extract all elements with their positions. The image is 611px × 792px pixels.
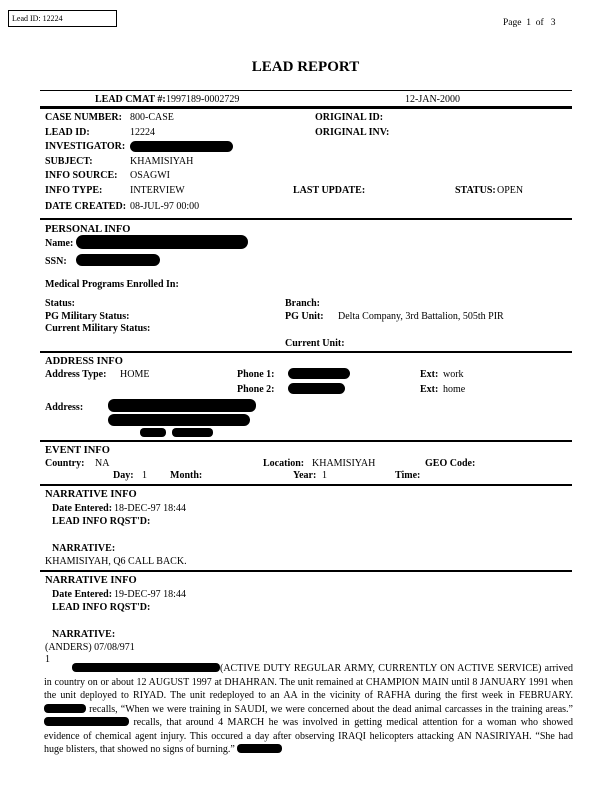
status-label: STATUS: <box>455 185 496 196</box>
country-value: NA <box>95 458 110 469</box>
military-status-label: Status: <box>45 298 76 309</box>
ssn-label: SSN: <box>45 256 67 267</box>
section-divider <box>40 218 572 220</box>
lead-id-label: LEAD ID: <box>45 127 90 138</box>
cmat-date: 12-JAN-2000 <box>405 94 460 105</box>
ext1-value: work <box>443 369 464 380</box>
redaction-address-line2 <box>108 414 250 426</box>
redaction-investigator <box>130 141 233 152</box>
narrative2-text-seg1: (ACTIVE DUTY REGULAR ARMY, CURRENTLY ON ACTIVE SERVICE) arrived in country on or about 12 AUGUST 1997 at DHAHRAN. The unit remained at CHAMPION MAIN until 8 JANUARY 1991 when the unit deployed to RIYAD. The unit redeployed to an AA in the vicinity of RAFHA during the first week in FEBRUARY. <box>44 663 573 701</box>
location-label: Location: <box>263 458 305 469</box>
day-label: Day: <box>113 470 134 481</box>
date-created-value: 08-JUL-97 00:00 <box>130 201 200 212</box>
redaction-inline-name4 <box>237 744 282 753</box>
redaction-inline-name1 <box>72 663 220 672</box>
narrative2-section-title: NARRATIVE INFO <box>45 575 137 586</box>
narrative2-narrative-label: NARRATIVE: <box>52 629 116 640</box>
section-divider <box>40 440 572 442</box>
country-label: Country: <box>45 458 85 469</box>
info-source-label: INFO SOURCE: <box>45 170 118 181</box>
pg-military-status-label: PG Military Status: <box>45 311 130 322</box>
phone2-label: Phone 2: <box>237 384 275 395</box>
address-type-value: HOME <box>120 369 150 380</box>
narrative1-narrative-label: NARRATIVE: <box>52 543 116 554</box>
redaction-address-line1 <box>108 399 256 412</box>
cmat-number: 1997189-0002729 <box>166 94 240 105</box>
lead-id-box: Lead ID: 12224 <box>8 10 117 27</box>
address-label: Address: <box>45 402 84 413</box>
redaction-name <box>76 235 248 249</box>
narrative2-lead-info-label: LEAD INFO RQST'D: <box>52 602 151 613</box>
divider-thick <box>40 106 572 109</box>
pg-unit-label: PG Unit: <box>285 311 324 322</box>
case-number-value: 800-CASE <box>130 112 174 123</box>
info-source-value: OSAGWI <box>130 170 170 181</box>
redaction-inline-name3 <box>44 717 129 726</box>
case-number-label: CASE NUMBER: <box>45 112 122 123</box>
subject-value: KHAMISIYAH <box>130 156 194 167</box>
event-section-title: EVENT INFO <box>45 445 110 456</box>
investigator-label: INVESTIGATOR: <box>45 141 126 152</box>
narrative1-section-title: NARRATIVE INFO <box>45 489 137 500</box>
narrative2-date-entered-label: Date Entered: <box>52 589 113 600</box>
info-type-value: INTERVIEW <box>130 185 185 196</box>
report-title: LEAD REPORT <box>251 59 360 75</box>
redaction-address-city <box>140 428 166 437</box>
personal-section-title: PERSONAL INFO <box>45 224 131 235</box>
address-type-label: Address Type: <box>45 369 107 380</box>
status-value: OPEN <box>497 185 524 196</box>
location-value: KHAMISIYAH <box>312 458 376 469</box>
narrative1-date-entered-value: 18-DEC-97 18:44 <box>114 503 186 514</box>
narrative1-text: KHAMISIYAH, Q6 CALL BACK. <box>45 556 187 567</box>
narrative2-stray-char: 1 <box>45 654 50 665</box>
cmat-label: LEAD CMAT #: <box>95 94 166 105</box>
info-type-label: INFO TYPE: <box>45 185 103 196</box>
subject-label: SUBJECT: <box>45 156 93 167</box>
medical-programs-label: Medical Programs Enrolled In: <box>45 279 179 290</box>
address-section-title: ADDRESS INFO <box>45 356 123 367</box>
date-created-label: DATE CREATED: <box>45 201 127 212</box>
ext1-label: Ext: <box>420 369 439 380</box>
section-divider <box>40 570 572 572</box>
original-inv-label: ORIGINAL INV: <box>315 127 390 138</box>
ext2-value: home <box>443 384 466 395</box>
narrative1-lead-info-label: LEAD INFO RQST'D: <box>52 516 151 527</box>
divider-thin <box>40 90 572 91</box>
month-label: Month: <box>170 470 203 481</box>
phone1-label: Phone 1: <box>237 369 275 380</box>
day-value: 1 <box>142 470 147 481</box>
original-id-label: ORIGINAL ID: <box>315 112 384 123</box>
ext2-label: Ext: <box>420 384 439 395</box>
redaction-ssn <box>76 254 160 266</box>
time-label: Time: <box>395 470 421 481</box>
current-unit-label: Current Unit: <box>285 338 345 349</box>
narrative2-text-seg2: recalls, “When we were training in SAUDI, we were concerned about the dead animal carcasses in the training areas.” <box>86 703 573 715</box>
name-label: Name: <box>45 238 74 249</box>
section-divider <box>40 484 572 486</box>
narrative2-anders-line: (ANDERS) 07/08/971 <box>45 642 135 653</box>
branch-label: Branch: <box>285 298 320 309</box>
current-military-status-label: Current Military Status: <box>45 323 151 334</box>
redaction-address-zip <box>172 428 213 437</box>
redaction-phone1 <box>288 368 350 379</box>
narrative2-paragraph <box>44 662 573 757</box>
year-label: Year: <box>293 470 317 481</box>
narrative1-date-entered-label: Date Entered: <box>52 503 113 514</box>
redaction-inline-name2 <box>44 704 86 713</box>
last-update-label: LAST UPDATE: <box>293 185 366 196</box>
section-divider <box>40 351 572 353</box>
pg-unit-value: Delta Company, 3rd Battalion, 505th PIR <box>338 311 504 322</box>
narrative2-text-seg3: recalls, that around 4 MARCH he was involved in getting medical attention for a woman who showed evidence of chemical agent injury. This occured a day after observing IRAQI helicopters attacking AN NASIRIYAH. “She had huge blisters, that showed no signs of burning.” <box>44 717 573 755</box>
year-value: 1 <box>322 470 327 481</box>
geo-code-label: GEO Code: <box>425 458 476 469</box>
lead-id-value: 12224 <box>130 127 155 138</box>
redaction-phone2 <box>288 383 345 394</box>
narrative2-date-entered-value: 19-DEC-97 18:44 <box>114 589 186 600</box>
page-number-label: Page 1 of 3 <box>503 18 556 28</box>
